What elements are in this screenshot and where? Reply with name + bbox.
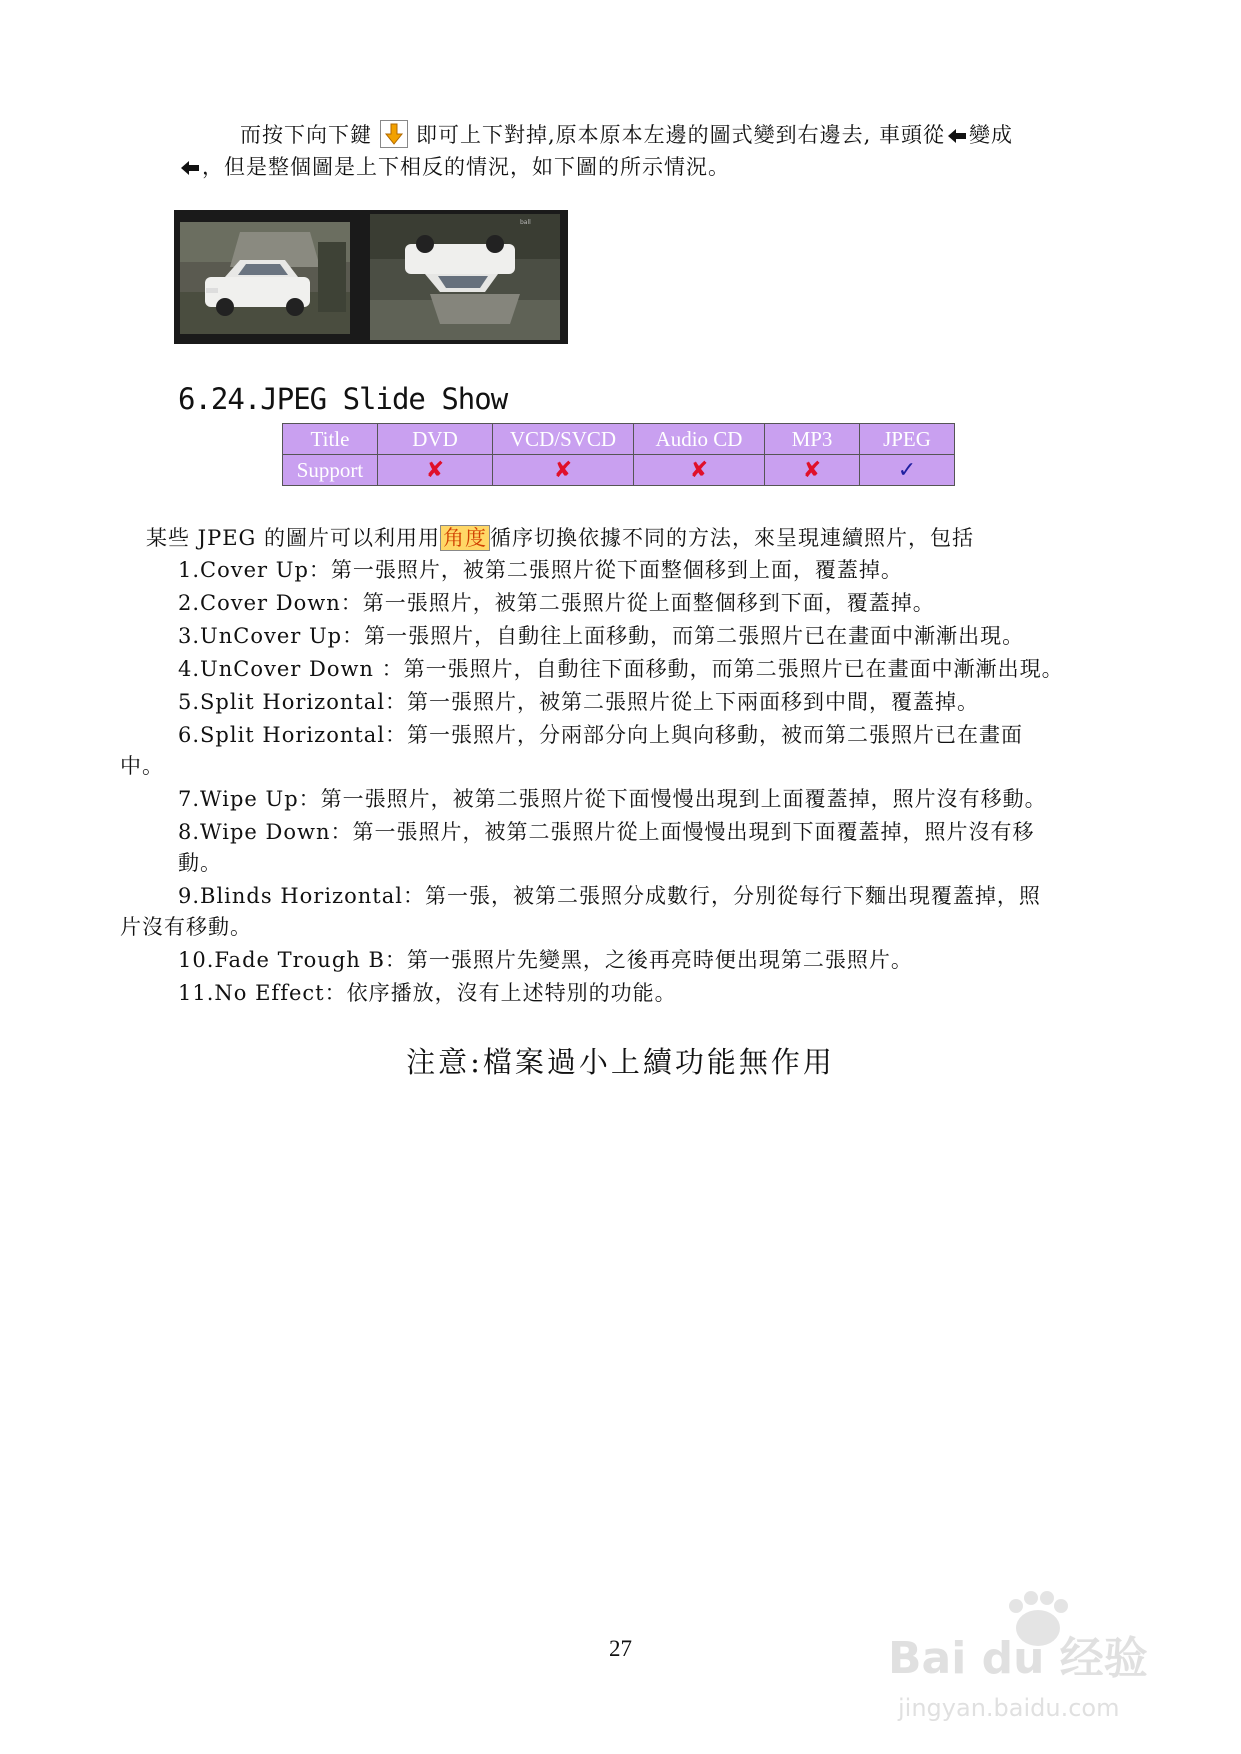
baidu-watermark — [878, 1588, 1178, 1728]
support-table-row — [283, 455, 955, 486]
lead-paragraph — [146, 523, 974, 553]
lead-text-a: 某些 JPEG 的圖片可以利用用 — [146, 526, 441, 550]
photo-flipped — [370, 214, 560, 340]
section-title: 6.24.JPEG Slide Show — [178, 382, 508, 416]
list-item: 4.UnCover Down ：第一張照片，自動往下面移動，而第二張照片已在畫面中漸漸出現。 — [178, 657, 1064, 681]
header-cell: Audio CD — [634, 424, 765, 455]
list-item: 9.Blinds Horizontal：第一張，被第二張照分成數行，分別從每行下麵出現覆蓋掉，照 — [178, 884, 1041, 908]
header-cell: VCD/SVCD — [493, 424, 634, 455]
cross-icon: ✘ — [425, 457, 445, 483]
notice-text: 注意:檔案過小上續功能無作用 — [406, 1045, 835, 1079]
lead-text-b: 循序切換依據不同的方法，來呈現連續照片，包括 — [490, 526, 975, 550]
row-label: Support — [283, 455, 378, 486]
intro-line-2 — [178, 152, 730, 184]
intro-text-c: 變成 — [969, 123, 1014, 147]
down-arrow-icon — [380, 120, 408, 148]
cross-icon: ✘ — [689, 457, 709, 483]
list-item-continuation: 片沒有移動。 — [120, 915, 252, 939]
support-table — [282, 423, 955, 486]
intro-line-1 — [240, 120, 1013, 152]
intro-text-a: 而按下向下鍵 — [240, 123, 372, 147]
page-number: 27 — [609, 1636, 632, 1661]
list-item: 8.Wipe Down：第一張照片，被第二張照片從上面慢慢出現到下面覆蓋掉，照片沒有移 — [178, 820, 1035, 844]
intro-text-b: 即可上下對掉,原本原本左邊的圖式變到右邊去, 車頭從 — [416, 123, 946, 147]
svg-text:ball: ball — [520, 219, 531, 226]
intro-text-2: ，但是整個圖是上下相反的情況，如下圖的所示情況。 — [202, 155, 730, 179]
header-cell: DVD — [378, 424, 493, 455]
list-item-continuation: 中。 — [120, 754, 164, 778]
watermark-brand: Bai du 经验 — [888, 1633, 1148, 1684]
list-item: 3.UnCover Up：第一張照片，自動往上面移動，而第二張照片已在畫面中漸漸出現。 — [178, 624, 1025, 648]
list-item: 10.Fade Trough B：第一張照片先變黑，之後再亮時便出現第二張照片。 — [178, 948, 913, 972]
list-item-continuation: 動。 — [178, 851, 222, 875]
header-cell: JPEG — [860, 424, 955, 455]
list-item: 6.Split Horizontal：第一張照片，分兩部分向上與向移動，被而第二張照片已在畫面 — [178, 723, 1024, 747]
header-cell: MP3 — [765, 424, 860, 455]
list-item: 5.Split Horizontal：第一張照片，被第二張照片從上下兩面移到中間，覆蓋掉。 — [178, 690, 980, 714]
example-photos — [174, 210, 568, 344]
watermark-url: jingyan.baidu.com — [898, 1694, 1120, 1722]
list-item: 1.Cover Up：第一張照片，被第二張照片從下面整個移到上面，覆蓋掉。 — [178, 558, 903, 582]
left-arrow-icon — [947, 122, 967, 152]
header-cell: Title — [283, 424, 378, 455]
cross-icon: ✘ — [553, 457, 573, 483]
check-icon: ✓ — [897, 457, 917, 483]
photo-normal — [180, 222, 350, 334]
list-item: 7.Wipe Up：第一張照片，被第二張照片從下面慢慢出現到上面覆蓋掉，照片沒有移動。 — [178, 787, 1047, 811]
highlight-angle: 角度 — [440, 525, 490, 551]
left-arrow-icon — [180, 154, 200, 184]
support-table-header-row — [283, 424, 955, 455]
list-item: 2.Cover Down：第一張照片，被第二張照片從上面整個移到下面，覆蓋掉。 — [178, 591, 935, 615]
list-item: 11.No Effect：依序播放，沒有上述特別的功能。 — [178, 981, 677, 1005]
cross-icon: ✘ — [802, 457, 822, 483]
